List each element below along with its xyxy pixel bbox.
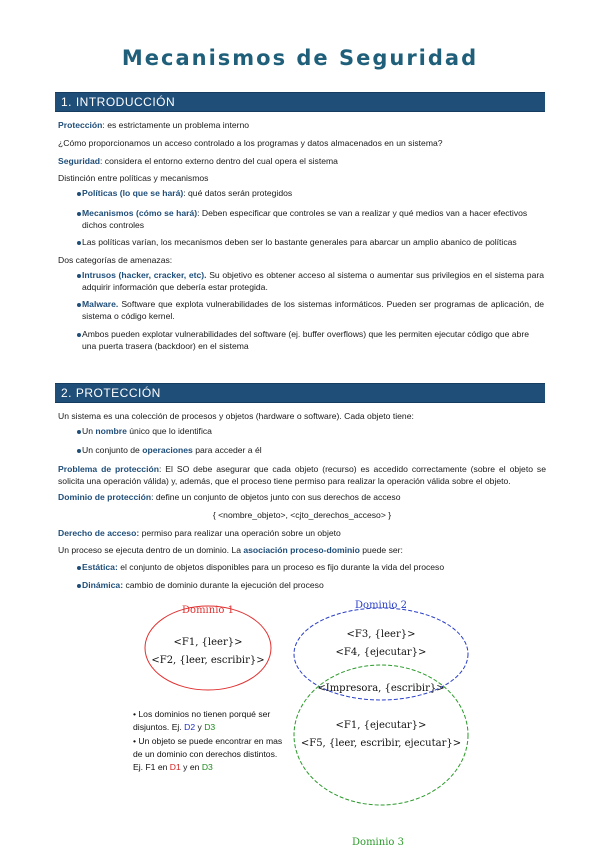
domain-3-entry: <F5, {leer, escribir, ejecutar}> — [300, 738, 462, 749]
term-text: permiso para realizar una operación sobre un objeto — [139, 528, 341, 538]
domain-2-entry: <F3, {leer}> — [346, 629, 416, 640]
question-paragraph: ¿Cómo proporcionamos un acceso controlado a los programas y datos almacenados en un sistema? — [58, 138, 443, 148]
sistema-paragraph: Un sistema es una colección de procesos y objetos (hardware o software). Cada objeto tiene: — [58, 411, 414, 421]
term-label: Estática: — [82, 562, 118, 572]
term-text: único que lo identifica — [126, 426, 212, 436]
term-label: asociación proceso-dominio — [243, 545, 360, 555]
term-label: Seguridad — [58, 156, 101, 166]
term-text: el conjunto de objetos disponibles para un proceso es fijo durante la vida del proceso — [117, 562, 445, 572]
section-header-text: 2. PROTECCIÓN — [61, 386, 161, 400]
note-text: Un objeto se puede encontrar en mas de un dominio con derechos distintos. Ej. F1 en — [133, 736, 283, 772]
list-item-dinamica — [82, 580, 544, 592]
diagram-note-1: • Los dominios no tienen porqué ser disjuntos. Ej. D2 y D3 — [133, 709, 271, 732]
dominio-paragraph — [58, 492, 546, 504]
domain-1-ellipse — [145, 606, 271, 690]
bullet-dot — [77, 333, 81, 337]
list-item-politicas-varian: Las políticas varían, los mecanismos deben ser lo bastante generales para abarcar un amplio abanico de políticas — [82, 237, 517, 247]
note-text: y — [195, 722, 205, 732]
section-header-introduccion — [55, 92, 545, 112]
bullet-dot — [77, 274, 81, 278]
term-text: Un proceso se ejecuta dentro de un dominio. La — [58, 545, 244, 555]
bullet-dot — [77, 212, 81, 216]
dominio-formula: { <nombre_objeto>, <cjto_derechos_acceso> } — [212, 510, 392, 520]
term-text: : El SO debe asegurar que cada objeto (recurso) es accedido correctamente (sobre el objeto se solicita una operación válida) y, además, que el proceso tiene permiso para realizar la operación válida sobre el objeto. — [58, 464, 546, 486]
domain-2-entry: <F4, {ejecutar}> — [335, 647, 427, 658]
proceso-paragraph — [58, 545, 546, 557]
bullet-dot — [77, 303, 81, 307]
term-text: : considera el entorno externo dentro del cual opera el sistema — [100, 156, 338, 166]
term-text: : es estrictamente un problema interno — [102, 120, 250, 130]
list-item-ambos: Ambos pueden explotar vulnerabilidades del software (ej. buffer overflows) que les permiten ejecutar código que abre una puerta trasera (backdoor) en el sistema — [82, 329, 529, 351]
term-label: Problema de protección — [58, 464, 159, 474]
bullet-dot — [77, 566, 81, 570]
term-label: Dominio de protección — [58, 492, 152, 502]
bullet-dot — [77, 584, 81, 588]
note-text: y en — [180, 762, 202, 772]
shared-entry: <Impresora, {escribir}> — [317, 683, 445, 694]
term-text: Software que explota vulnerabilidades de los sistemas informáticos. Pueden ser programas de aplicación, de sistema o código kernel. — [82, 299, 544, 321]
term-label: Malware. — [82, 299, 119, 309]
domain-2-label: Dominio 2 — [355, 600, 407, 611]
list-item-nombre — [82, 426, 544, 438]
list-item-estatica — [82, 562, 544, 574]
note-text: D3 — [204, 722, 216, 732]
diagram-note-2: • Un objeto se puede encontrar en mas de un dominio con derechos distintos. Ej. F1 en D1 y en D3 — [133, 736, 283, 772]
domain-1-label: Dominio 1 — [182, 605, 234, 616]
term-label: Mecanismos (cómo se hará) — [82, 208, 198, 218]
term-label: operaciones — [142, 445, 193, 455]
term-text: Un — [82, 426, 96, 436]
list-item-intrusos — [82, 270, 544, 293]
domain-3-entry: <F1, {ejecutar}> — [335, 720, 427, 731]
note-text: D1 — [169, 762, 181, 772]
note-text: Los dominios no tienen porqué ser disjuntos. Ej. — [133, 709, 271, 732]
term-label: Protección — [58, 120, 103, 130]
note-text: D2 — [184, 722, 196, 732]
term-label: Políticas (lo que se hará) — [82, 188, 184, 198]
term-label: nombre — [95, 426, 127, 436]
list-item-politicas — [82, 188, 544, 200]
bullet-dot — [77, 241, 81, 245]
term-label: Derecho de acceso: — [58, 528, 140, 538]
term-text: puede ser: — [359, 545, 403, 555]
note-text: D3 — [201, 762, 213, 772]
term-text: para acceder a él — [192, 445, 262, 455]
problema-paragraph — [58, 464, 546, 487]
bullet-dot — [77, 192, 81, 196]
domains-diagram — [0, 595, 600, 848]
term-text: Su objetivo es obtener acceso al sistema o aumentar sus privilegios en el sistema para adquirir información que debería estar protegida. — [82, 270, 544, 292]
domain-1-entry: <F1, {leer}> — [173, 637, 243, 648]
list-item-malware — [82, 299, 544, 322]
term-label: Dinámica: — [82, 580, 124, 590]
seguridad-paragraph — [58, 156, 546, 168]
section-header-proteccion — [55, 383, 545, 403]
page-title: Mecanismos de Seguridad — [121, 46, 479, 70]
list-item-mecanismos — [82, 208, 544, 231]
term-text: Un conjunto de — [82, 445, 143, 455]
term-label: Intrusos (hacker, cracker, etc). — [82, 270, 207, 280]
amenazas-paragraph: Dos categorías de amenazas: — [58, 255, 173, 265]
domain-1-entry: <F2, {leer, escribir}> — [151, 655, 265, 666]
term-text: : define un conjunto de objetos junto con sus derechos de acceso — [151, 492, 401, 502]
section-header-text: 1. INTRODUCCIÓN — [61, 95, 176, 109]
list-item-operaciones — [82, 445, 544, 457]
proteccion-paragraph — [58, 120, 546, 132]
derecho-paragraph — [58, 528, 546, 540]
term-text: cambio de dominio durante la ejecución del proceso — [123, 580, 324, 590]
domain-3-label: Dominio 3 — [352, 837, 404, 848]
bullet-dot — [77, 430, 81, 434]
distincion-paragraph: Distinción entre políticas y mecanismos — [58, 173, 209, 183]
bullet-dot — [77, 449, 81, 453]
term-text: : qué datos serán protegidos — [183, 188, 293, 198]
term-text: : Deben especificar que controles se van a realizar y qué medios van a hacer efectivos dichos controles — [82, 208, 528, 230]
